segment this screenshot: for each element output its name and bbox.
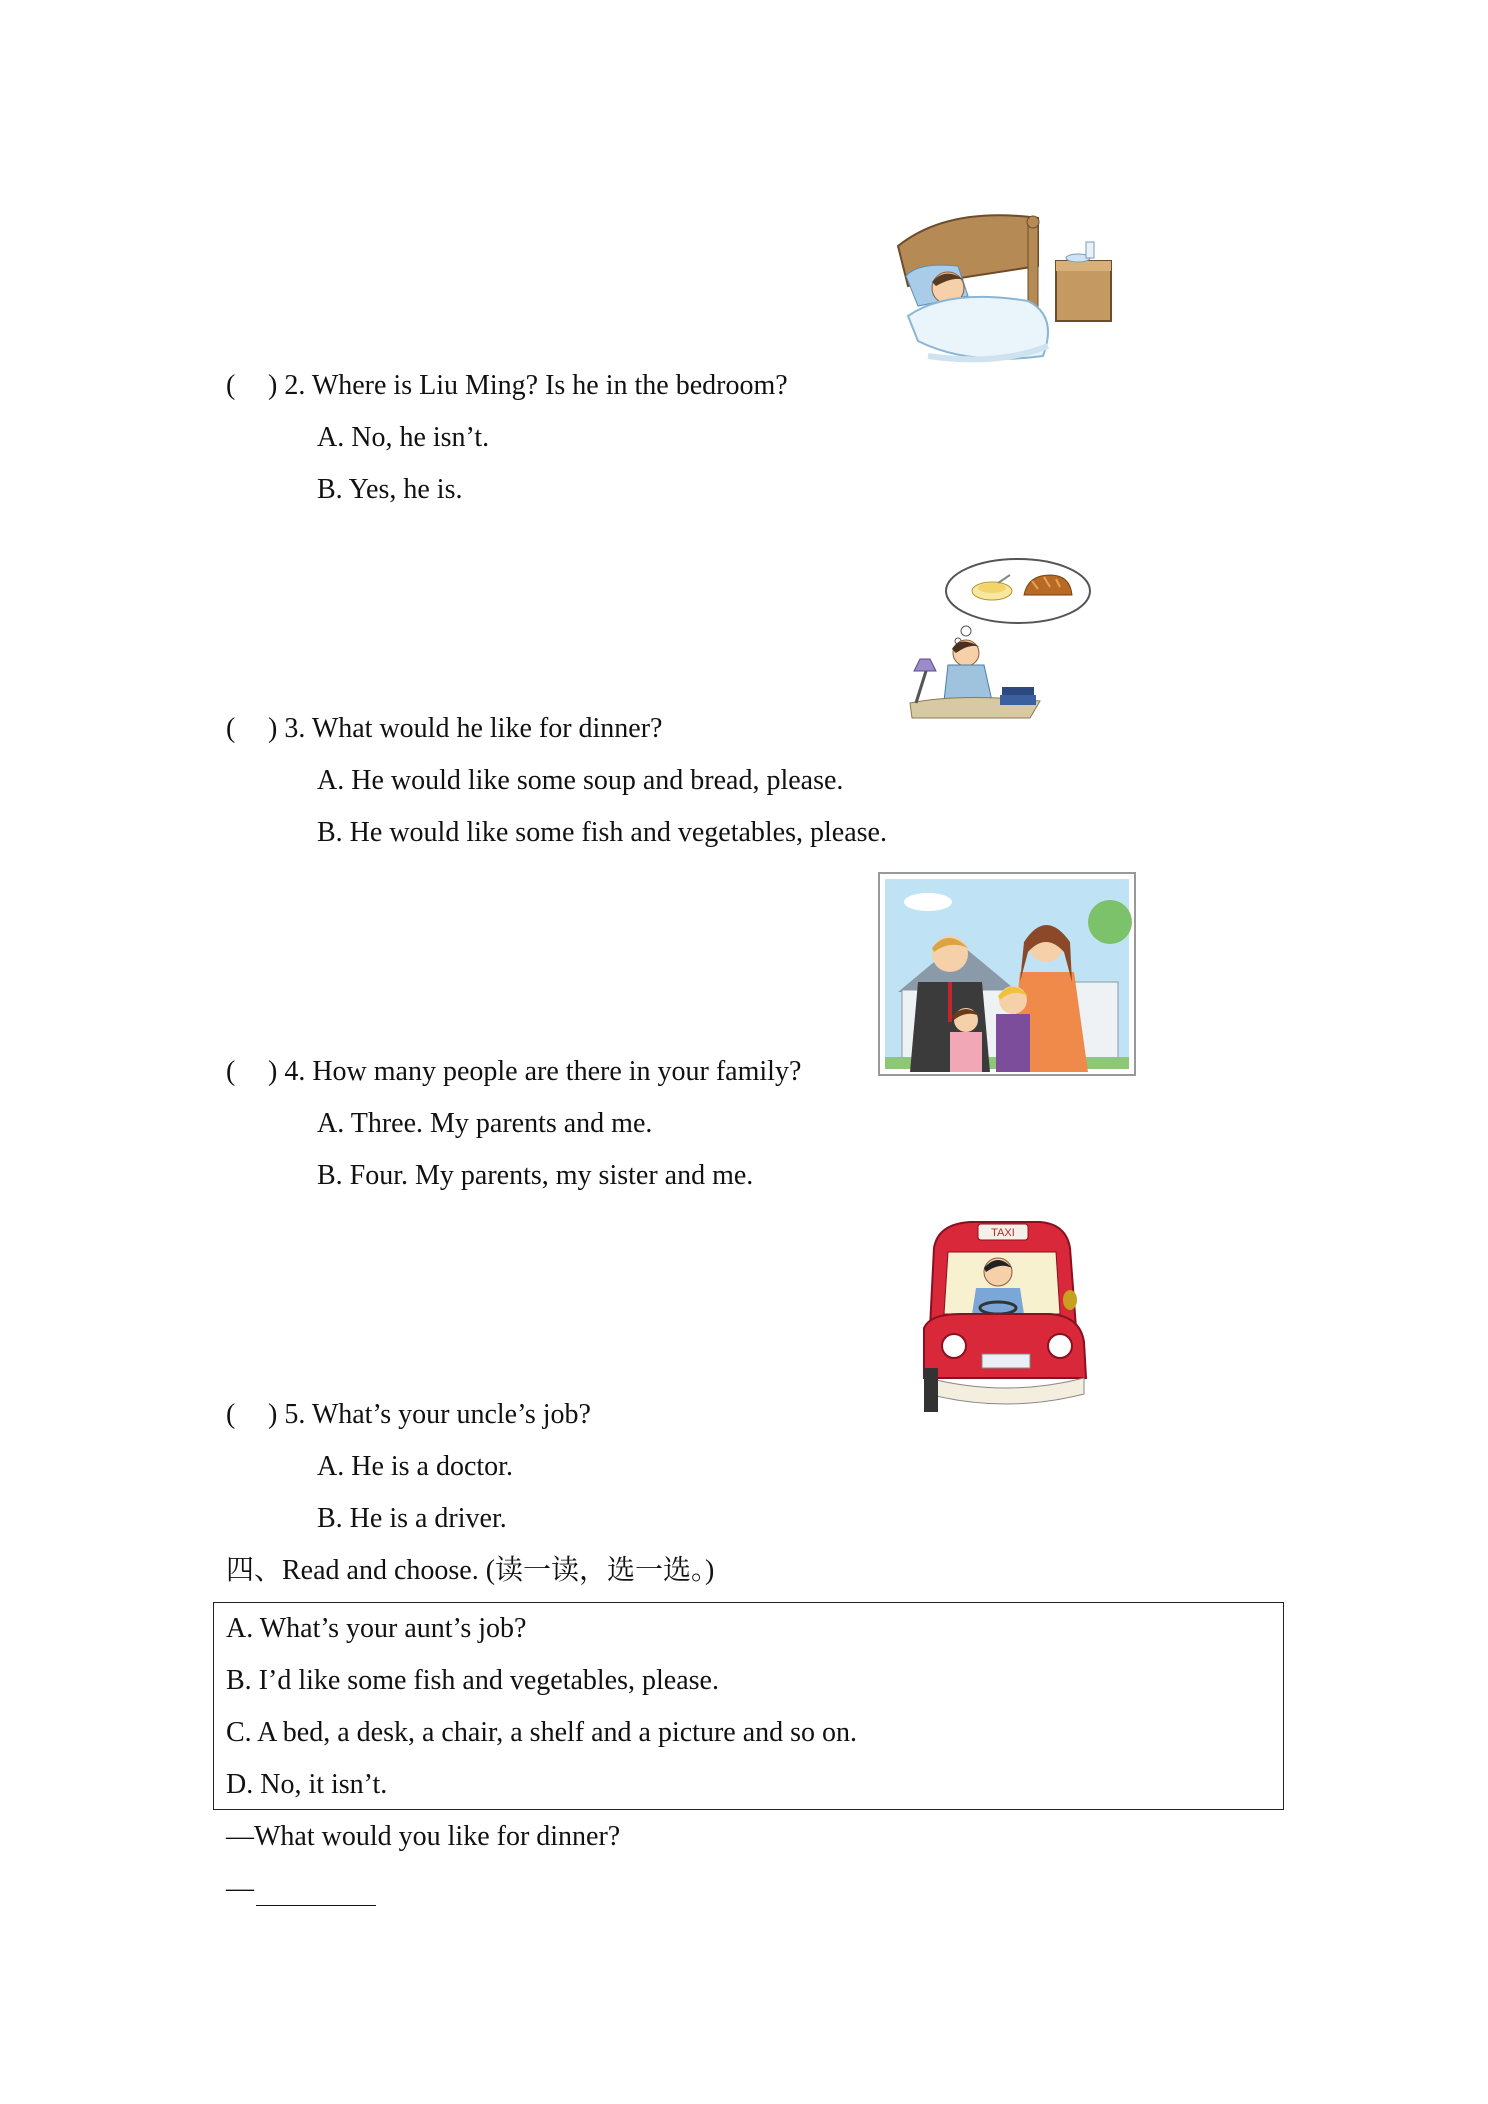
choice-b: B. I’d like some fish and vegetables, please. <box>226 1665 719 1696</box>
question-3-option-b: B. He would like some fish and vegetables, please. <box>317 817 887 848</box>
answer-paren: ( <box>226 370 236 401</box>
question-5: ) 5. What’s your uncle’s job? <box>268 1399 591 1430</box>
question-5-option-a: A. He is a doctor. <box>317 1451 513 1482</box>
taxi-driver-icon <box>920 1218 1090 1416</box>
choice-d: D. No, it isn’t. <box>226 1769 388 1800</box>
answer-paren: ( <box>226 713 236 744</box>
question-4-option-a: A. Three. My parents and me. <box>317 1108 653 1139</box>
family-photo-icon <box>878 872 1136 1076</box>
answer-paren: ( <box>226 1056 236 1087</box>
question-2-option-b: B. Yes, he is. <box>317 474 463 505</box>
boy-thinking-of-soup-and-bread-icon <box>900 553 1100 721</box>
section-4-heading: 四、Read and choose. (读一读，选一选。) <box>226 1555 715 1586</box>
boy-sleeping-in-bed-icon <box>888 206 1118 366</box>
dialogue-question: —What would you like for dinner? <box>226 1821 621 1852</box>
dialogue-dash: — <box>226 1873 254 1904</box>
answer-paren: ( <box>226 1399 236 1430</box>
question-2: ) 2. Where is Liu Ming? Is he in the bedroom? <box>268 370 788 401</box>
question-3-option-a: A. He would like some soup and bread, please. <box>317 765 844 796</box>
choice-c: C. A bed, a desk, a chair, a shelf and a picture and so on. <box>226 1717 858 1748</box>
taxi-sign-label: TAXI <box>991 1227 1015 1239</box>
question-4: ) 4. How many people are there in your family? <box>268 1056 802 1087</box>
question-5-option-b: B. He is a driver. <box>317 1503 507 1534</box>
choice-a: A. What’s your aunt’s job? <box>226 1613 527 1644</box>
question-3: ) 3. What would he like for dinner? <box>268 713 663 744</box>
dialogue-answer <box>226 1872 376 1906</box>
question-4-option-b: B. Four. My parents, my sister and me. <box>317 1160 754 1191</box>
answer-blank[interactable] <box>256 1877 376 1906</box>
question-2-option-a: A. No, he isn’t. <box>317 422 490 453</box>
